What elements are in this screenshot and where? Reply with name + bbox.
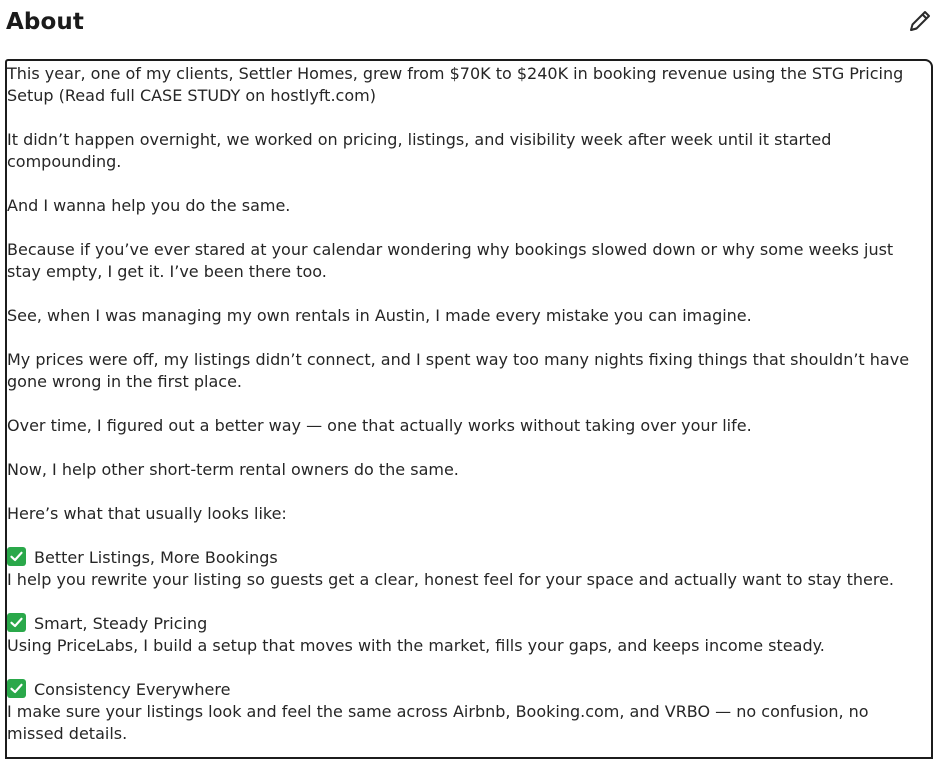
pencil-icon [907, 8, 933, 34]
about-textarea[interactable] [5, 59, 933, 759]
section-title: About [6, 9, 84, 35]
feature-item [7, 679, 911, 745]
paragraph: See, when I was managing my own rentals in Austin, I made every mistake you can imagine. [7, 306, 752, 325]
check-mark-icon [7, 547, 26, 566]
edit-button[interactable] [905, 6, 935, 36]
feature-item [7, 613, 911, 657]
about-text-content[interactable] [7, 63, 911, 759]
feature-title: Better Listings, More Bookings [34, 548, 278, 567]
paragraph: This year, one of my clients, Settler Homes, grew from $70K to $240K in booking revenue using the STG Pricing Setup (Read full CASE STUDY on hostlyft.com) [7, 64, 904, 105]
about-header [6, 5, 84, 39]
check-mark-icon [7, 613, 26, 632]
feature-title: Smart, Steady Pricing [34, 614, 208, 633]
paragraph: Here’s what that usually looks like: [7, 504, 287, 523]
paragraph: Now, I help other short-term rental owners do the same. [7, 460, 459, 479]
paragraph: Because if you’ve ever stared at your calendar wondering why bookings slowed down or why some weeks just stay empty, I get it. I’ve been there too. [7, 240, 894, 281]
feature-title-line [7, 613, 911, 635]
paragraph: It didn’t happen overnight, we worked on pricing, listings, and visibility week after week until it started compounding. [7, 130, 832, 171]
paragraph: And I wanna help you do the same. [7, 196, 291, 215]
feature-text: I help you rewrite your listing so guests get a clear, honest feel for your space and actually want to stay there. [7, 570, 895, 589]
paragraph: Over time, I figured out a better way — one that actually works without taking over your life. [7, 416, 752, 435]
feature-title-line [7, 679, 911, 701]
feature-text: Using PriceLabs, I build a setup that moves with the market, fills your gaps, and keeps income steady. [7, 636, 825, 655]
paragraph: My prices were off, my listings didn’t connect, and I spent way too many nights fixing things that shouldn’t have gone wrong in the first place. [7, 350, 910, 391]
check-mark-icon [7, 679, 26, 698]
feature-text: I make sure your listings look and feel the same across Airbnb, Booking.com, and VRBO — no confusion, no missed details. [7, 702, 869, 743]
feature-title-line [7, 547, 911, 569]
feature-title: Consistency Everywhere [34, 680, 231, 699]
feature-item [7, 547, 911, 591]
